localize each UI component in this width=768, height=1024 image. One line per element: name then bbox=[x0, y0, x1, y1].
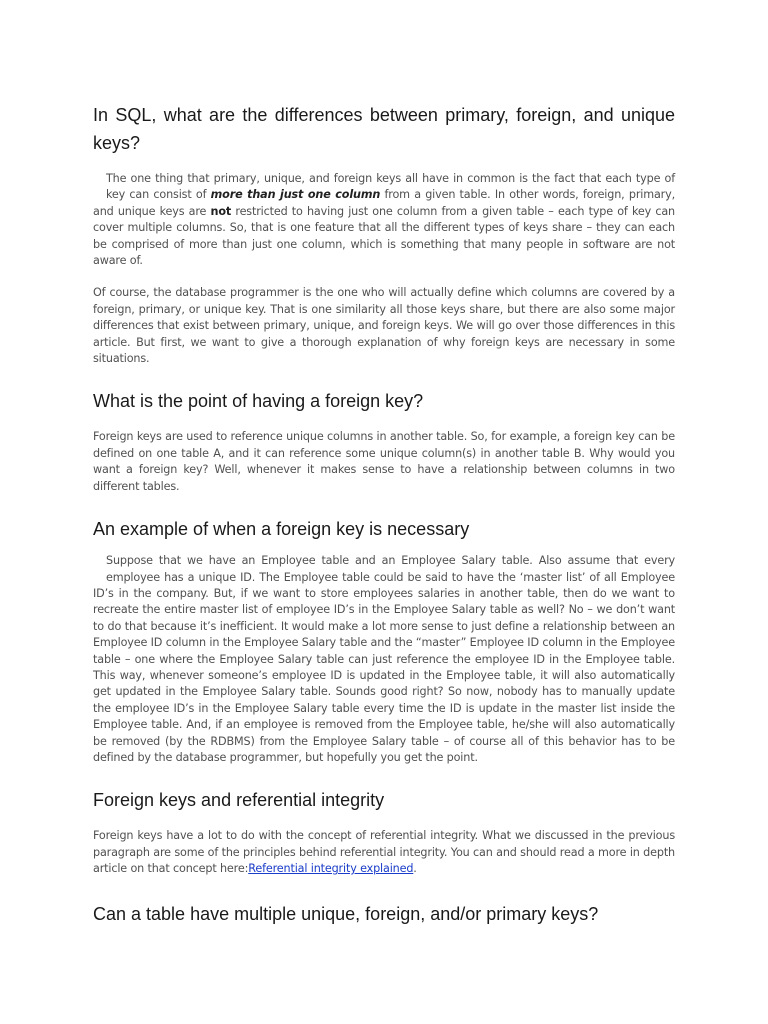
heading-example: An example of when a foreign key is necessary bbox=[93, 519, 470, 540]
paragraph-2: Of course, the database programmer is the one who will actually define which columns are covered by a foreign, primary, or unique key. That is one similarity all those keys share, but there are also some major differences that exist between primary, unique, and foreign keys. We will go over those differences in this article. But first, we want to give a thorough explanation of why foreign keys are necessary in some situations. bbox=[93, 286, 675, 366]
paragraph-5 bbox=[93, 828, 675, 877]
heading-main: In SQL, what are the differences between primary, foreign, and unique keys? bbox=[93, 105, 675, 153]
paragraph-4 bbox=[93, 553, 675, 766]
text: restricted to having just one column from a given table – each type of key can cover multiple columns. So, that is one feature that all the different types of keys share – they can each be comprised of more than just one column, which is something that many people in software are not aware of. bbox=[93, 204, 675, 268]
document-page bbox=[93, 101, 675, 928]
text: from a given table. In other words, foreign, primary, and unique keys are bbox=[93, 188, 676, 218]
emphasis-text: more than just one column bbox=[210, 188, 381, 202]
text: . bbox=[413, 862, 417, 876]
heading-foreign-key-point: What is the point of having a foreign key? bbox=[93, 391, 424, 412]
bold-text: not bbox=[210, 204, 232, 218]
referential-integrity-link[interactable]: Referential integrity explained bbox=[248, 862, 414, 876]
text: Suppose that we have an Employee table and an Employee Salary table. Also assume that every employee has a unique ID. The Employee table could be said to have the ‘master list’ of all Employee ID’s in the company. But, if we want to store employees salaries in another table, then do we want to recreate the entire master list of employee ID’s in the Employee Salary table as well? No – we don’t want to do that because it’s inefficient. It would make a lot more sense to just define a relationship between an Employee ID column in the Employee Salary table and the “master” Employee ID column in the Employee table – one where the Employee Salary table can just reference the employee ID in the Employee table. This way, whenever someone’s employee ID is updated in the Employee table, it will also automatically get updated in the Employee Salary table. Sounds good right? So now, nobody has to manually update the employee ID’s in the Employee Salary table every time the ID is update in the master list inside the Employee table. And, if an employee is removed from the Employee table, he/she will also automatically be removed (by the RDBMS) from the Employee Salary table – of course all of this behavior has to be defined by the database programmer, but hopefully you get the point. bbox=[93, 554, 675, 764]
text: The one thing that primary, unique, and foreign keys all have in common is the fact that each type of key can consist of bbox=[106, 172, 675, 202]
heading-multiple-keys: Can a table have multiple unique, foreign, and/or primary keys? bbox=[93, 903, 599, 924]
paragraph-3: Foreign keys are used to reference unique columns in another table. So, for example, a foreign key can be defined on one table A, and it can reference some unique column(s) in another table B. Why would you want a foreign key? Well, whenever it makes sense to have a relationship between columns in two different tables. bbox=[93, 430, 675, 493]
paragraph-intro bbox=[93, 171, 675, 269]
heading-referential-integrity: Foreign keys and referential integrity bbox=[93, 790, 385, 811]
text: Foreign keys have a lot to do with the concept of referential integrity. What we discussed in the previous paragraph are some of the principles behind referential integrity. You can and should read a more in depth article on that concept here: bbox=[93, 829, 675, 876]
